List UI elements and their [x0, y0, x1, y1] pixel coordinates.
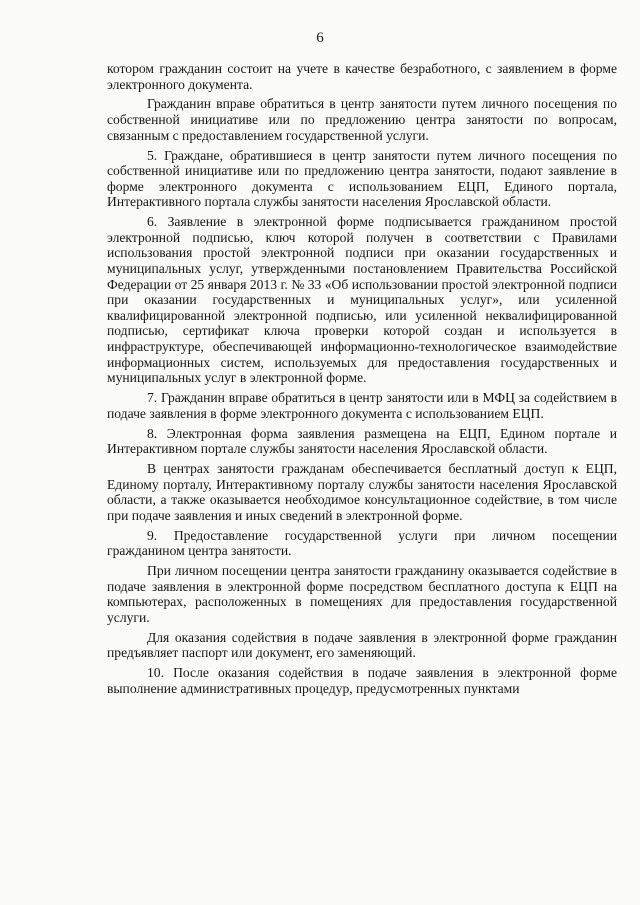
- paragraph-visit-assistance: При личном посещении центра занятости гражданину оказывается содействие в подаче заявления в электронной форме посредством бесплатного доступа к ЕЦП на компьютерах, расположенных в помещениях для предоставления государственной услуги.: [107, 563, 617, 625]
- paragraph-continuation: котором гражданин состоит на учете в качестве безработного, с заявлением в форме электронного документа.: [107, 61, 617, 92]
- paragraph-item-10: 10. После оказания содействия в подаче заявления в электронной форме выполнение административных процедур, предусмотренных пунктами: [107, 665, 617, 696]
- paragraph-personal-visit: Гражданин вправе обратиться в центр занятости путем личного посещения по собственной инициативе или по предложению центра занятости по вопросам, связанным с предоставлением государственной услуги.: [107, 96, 617, 143]
- paragraph-item-7: 7. Гражданин вправе обратиться в центр занятости или в МФЦ за содействием в подаче заявления в форме электронного документа с использованием ЕЦП.: [107, 390, 617, 421]
- paragraph-item-9: 9. Предоставление государственной услуги при личном посещении гражданином центра занятости.: [107, 527, 617, 559]
- paragraph-passport-requirement: Для оказания содействия в подаче заявления в электронной форме гражданин предъявляет паспорт или документ, его заменяющий.: [107, 629, 617, 661]
- paragraph-employment-centers-access: В центрах занятости гражданам обеспечивается бесплатный доступ к ЕЦП, Единому порталу, Интерактивному порталу службы занятости населения Ярославской области, а также оказывается необходимое консультационное содействие, в том числе при подаче заявления и иных сведений в электронной форме.: [107, 461, 617, 523]
- page-number: 6: [316, 30, 324, 46]
- paragraph-item-5: 5. Граждане, обратившиеся в центр занятости путем личного посещения по собственной инициативе или по предложению центра занятости, подают заявление в форме электронного документа с использованием ЕЦП, Единого портала, Интерактивного портала службы занятости населения Ярославской области.: [107, 147, 617, 210]
- document-body: [107, 61, 617, 701]
- paragraph-item-8: 8. Электронная форма заявления размещена на ЕЦП, Едином портале и Интерактивном портале службы занятости населения Ярославской области.: [107, 425, 617, 457]
- paragraph-item-6: 6. Заявление в электронной форме подписывается гражданином простой электронной подписью, ключ которой получен в соответствии с Правилами использования простой электронной подписи при оказании государственных и муниципальных услуг, утвержденными постановлением Правительства Российской Федерации от 25 января 2013 г. № 33 «Об использовании простой электронной подписи при оказании государственных и муниципальных услуг», или усиленной квалифицированной электронной подписью, или усиленной неквалифицированной подписью, сертификат ключа проверки которой создан и используется в инфраструктуре, обеспечивающей информационно-технологическое взаимодействие информационных систем, используемых для предоставления государственных и муниципальных услуг в электронной форме.: [107, 214, 617, 386]
